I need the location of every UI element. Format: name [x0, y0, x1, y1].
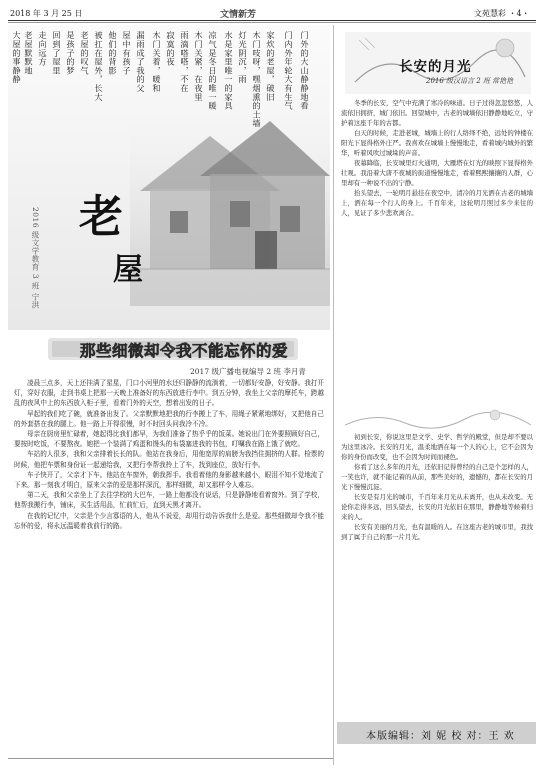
- poem-line: 灯光阴沉，雨: [238, 31, 248, 84]
- section-label: 文苑慧彩 ・4・: [474, 9, 530, 18]
- column-divider: [333, 25, 334, 765]
- header-rule-thin: [8, 22, 536, 23]
- poem-line: 被扛在屋外，长大: [94, 31, 104, 102]
- paper-title: 文情新芳: [220, 10, 257, 20]
- moon-paragraph: 白天的时候，走进老城，城墙上的行人络绎不绝，远处的钟楼在阳光下显得格外庄严。我喜欢在城墙上慢慢地走，看着城内城外的繁华，听着风吹过城垛的声音。: [341, 129, 533, 157]
- moon-paragraph: 初到长安，你说这里是文学、史学、哲学的殿堂，但是却不要以为这里冰冷。长安的月光，温柔地洒在每一个人的心上，它不会因为你的身份而改变，也不会因为时间而褪色。: [341, 433, 533, 461]
- header-rule: [8, 20, 536, 21]
- essay-paragraph: 早起的我们吃了碗，就准备出发了。父亲默默地把我的行李搬上了车，用绳子紧紧地绑好，又把他自己的外套搭在我的腿上。他一路上开得很慢，时不时回头问我冷不冷。: [14, 409, 324, 428]
- poem-section: [8, 25, 330, 330]
- poem-line: 老屋默默地: [24, 31, 34, 75]
- moon-paragraph: 长安有美丽的月光，也有温暖的人。在这座古老的城市里，我找到了属于自己的那一片月光。: [341, 523, 533, 541]
- poem-line: 木门关紧，在夜里: [194, 31, 204, 102]
- poem-line: 木门吱呀，嘿烟熏的土墙: [252, 31, 262, 128]
- moon-essay-body-part1: [341, 98, 533, 428]
- poem-line: 漏雨成了我的父: [136, 31, 146, 93]
- essay-paragraph: 在我的记忆中，父亲是个少言寡语的人，他从不说爱，却用行动告诉我什么是爱。那些细微却令我不能忘怀的爱，将永远温暖着我前行的路。: [14, 511, 324, 530]
- header-date: 2018 年 3 月 25 日: [10, 9, 83, 18]
- essay-body: [14, 378, 324, 753]
- poem-line: 凉气是冬日的唯一暖: [208, 31, 218, 111]
- poem-line: 水是家里唯一的家具: [224, 31, 234, 111]
- moon-essay-byline: 2016 级汉语言 2 班 常艳艳: [426, 77, 514, 85]
- essay-paragraph: 母亲在厨房里忙碌着，她起得比我们都早，为我们准备了热乎乎的饭菜。她说出门在外要照顾好自己，要按时吃饭，不要熬夜。她把一个装满了鸡蛋和馒头的布袋塞进我的书包，叮嘱我在路上饿了就吃。: [14, 430, 324, 449]
- moon-essay-body-part2: [341, 432, 533, 722]
- moon-paragraph: 夜幕降临，长安城里灯火通明，大雁塔在灯光的映照下显得格外壮观。我沿着大唐不夜城的街道慢慢地走，看着熙熙攘攘的人群，心里却有一种说不出的宁静。: [341, 159, 533, 187]
- poem-title-char-2: 屋: [107, 253, 142, 283]
- poem-line: 木门关着，暖和: [152, 31, 162, 93]
- essay-paragraph: 车子快开了，父亲才下车。他站在车窗外，朝我挥手。我看着他的身影越来越小，眼泪不知不觉地流了下来。那一刻我才明白，原来父亲的爱是那样深沉，那样细微，却又那样令人难忘。: [14, 470, 324, 490]
- poem-title-char-1: 老: [71, 193, 122, 237]
- essay-paragraph: 第二天，我和父亲坐上了去往学校的大巴车，一路上他都没有说话，只是静静地看着窗外。到了学校，他帮我搬行李，铺床，买生活用品，忙前忙后，直到天黑才离开。: [14, 491, 324, 510]
- poem-line: 回到了屋里: [52, 31, 62, 75]
- poem-byline: 2016 级文学教育 3 班 宁洪: [31, 207, 40, 309]
- moon-essay-title: 长安的月光: [399, 59, 472, 75]
- poem-line: 老屋的叹气: [80, 31, 90, 75]
- poem-line: 寂寞的夜: [166, 31, 176, 67]
- poem-line: 门外的大山静静地看: [300, 31, 310, 111]
- poem-line: 门内外年轮大有生气: [284, 31, 294, 111]
- moon-paragraph: 长安是有月光的城市，千百年来月光从未离开，也从未改变。无论你走得多远，回头望去，长安的月光依旧在那里，静静地等候着归来的人。: [341, 493, 533, 521]
- moon-divider-decoration: [345, 405, 531, 433]
- editor-credits: 本版编辑：刘 妮 校 对：王 欢: [366, 731, 515, 742]
- poem-line: 家炊的老屋，破旧: [266, 31, 276, 102]
- moon-paragraph: 冬季的长安，空气中充满了寒冷的味道。日子过得忽忽悠悠，人流依旧拥挤，城门依旧。回望城中，古老的城墙依旧静静地屹立，守护着这座千年的古都。: [341, 99, 533, 127]
- moon-paragraph: 你看了这么多年的月光，还依旧记得曾经的自己是个怎样的人，一笑也许，就不能记着的从前，那些美好的，遗憾的，都在长安的月光下慢慢沉淀。: [341, 463, 533, 491]
- bottom-rule: [8, 758, 333, 759]
- poem-line: 雨滴嗒嗒，不在: [180, 31, 190, 93]
- poem-line: 他们的背影: [108, 31, 118, 75]
- poem-line: 是孩子的梦: [66, 31, 76, 75]
- essay-byline: 2017 级广播电视编导 2 班 李月青: [190, 367, 306, 376]
- poem-line: 大屋的事静静: [12, 31, 22, 84]
- essay-paragraph: 凌晨三点多，天上还挂满了星星，门口小河里的水还归静静的流淌着，一切都好安静，好安静。我打开灯，穿好衣服，走到书桌上把那一天晚上准备好的东西放进行李中。到五分钟，我坐上父亲的摩托车，跨越乱的夜风中上的东西放入柜子里，看着门外的天空，想着出发的日子。: [14, 379, 324, 408]
- essay-paragraph: 车站的人很多，我和父亲排着长长的队。他站在我身后，用他宽厚的肩膀为我挡住拥挤的人群。检票的时候，他把车票和身份证一起递给我，又把行李帮我拎上了车，找到座位，放好行李。: [14, 450, 324, 469]
- poem-line: 屋中有孩子: [122, 31, 132, 75]
- moon-paragraph: 抬头望去，一轮明月悬挂在夜空中，清冷的月光洒在古老的城墙上，洒在每一个行人的身上。千百年来，这轮明月照过多少来往的人，见证了多少悲欢离合。: [341, 189, 533, 217]
- poem-line: 走向远方: [38, 31, 48, 67]
- essay-title: 那些细微却令我不能忘怀的爱: [80, 341, 289, 360]
